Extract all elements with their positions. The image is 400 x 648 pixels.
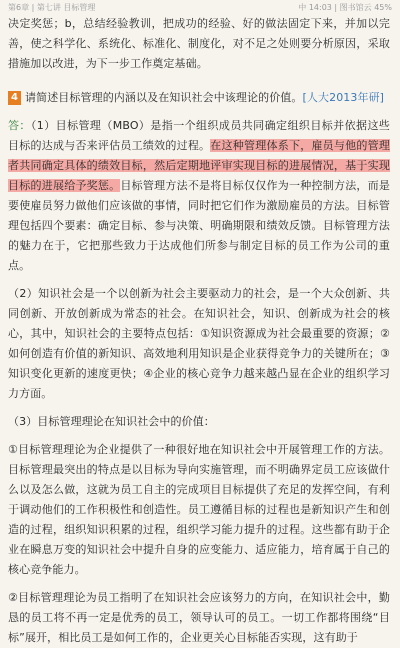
question-number-badge: 4 <box>8 91 21 105</box>
answer-paragraph-2 <box>8 284 390 404</box>
question-heading <box>8 88 390 108</box>
answer-p1-text-b: 目标管理方法不是将目标仅仅作为一种控制方法，而是要使雇员努力做他们应该做的事情，同时把它们作为激励雇员的方法。目标管理包括四个要素：确定目标、参与决策、明确期限和绩效反馈。目标管理方法的魅力在于，它把那些致力于达成他们所参与制定目标的员工作为公司的重点。 <box>8 179 391 272</box>
answer-paragraph-4: ①目标管理理论为企业提供了一种很好地在知识社会中开展管理工作的方法。目标管理最突出的特点是以目标为导向实施管理，而不明确界定员工应该做什么以及怎么做，这就为员工自主的完成项目目标提供了充足的发挥空间，有利于调动他们的工作积极性和创造性。员工遵循目标的过程也是新知识产生和创造的过程，组织知识积累的过程，组织学习能力提升的过程。这些都有助于企业在瞬息万变的知识社会中提升自身的应变能力、适应能力，培育属于自己的核心竞争能力。 <box>8 443 390 576</box>
question-source: [人大2013年研] <box>302 91 385 104</box>
answer-paragraph-3: （3）目标管理理论在知识社会中的价值： <box>8 415 215 428</box>
answer-paragraph-1 <box>8 116 390 276</box>
intro-paragraph: 决定奖惩；b，总结经验教训，把成功的经验、好的做法固定下来，并加以完善，使之科学化、系统化、标准化、制度化，对不足之处则要分析原因，采取措施加以改进，为下一步工作奠定基础。 <box>8 17 390 70</box>
answer-p2-text-b: ①知识资源成为社会最重要的资源；②如何创造有价值的新知识、高效地利用知识是企业获得竞争力的关键所在；③知识变化更新的速度更快；④企业的核心竞争力越来越凸显在企业的组织学习力方面。 <box>8 327 391 400</box>
question-text: 请简述目标管理的内涵以及在知识社会中该理论的价值。 <box>25 91 303 104</box>
answer-paragraph-5: ②目标管理理论为员工指明了在知识社会应该努力的方向，在知识社会中，勤恳的员工将不再一定是优秀的员工，领导认可的员工。一切工作都将围绕“目标”展开，相比员工是如何工作的，企业更关心目标能否实现，这有助于 <box>8 591 390 644</box>
answer-p1-text-a: （1）目标管理（MBO）是指一个组织成员共同确定组织目标并依据这些目标的达成与否来评估员工绩效的过程。 <box>8 119 390 152</box>
question-text-wrap <box>25 88 384 108</box>
answer-p2-text-a: （2）知识社会是一个以创新为社会主要驱动力的社会，是一个大众创新、共同创新、开放创新成为常态的社会。在知识社会，知识、创新成为社会的核心，其中，知识社会的主要特点包括： <box>8 287 390 340</box>
status-bar-left: 第6章 | 第七讲 目标管理 <box>8 2 96 12</box>
status-bar-right: 中 14:03 | 图书馆云 45% <box>298 2 392 12</box>
highlighted-text[interactable]: 在这种管理体系下，雇员与他的管理者共同确定具体的绩效目标，然后定期地评审实现目标的进展情况，基于实现目标的进展给予奖惩。 <box>8 139 390 192</box>
document-content <box>0 14 400 648</box>
answer-label: 答： <box>8 119 31 132</box>
status-bar <box>0 0 400 14</box>
